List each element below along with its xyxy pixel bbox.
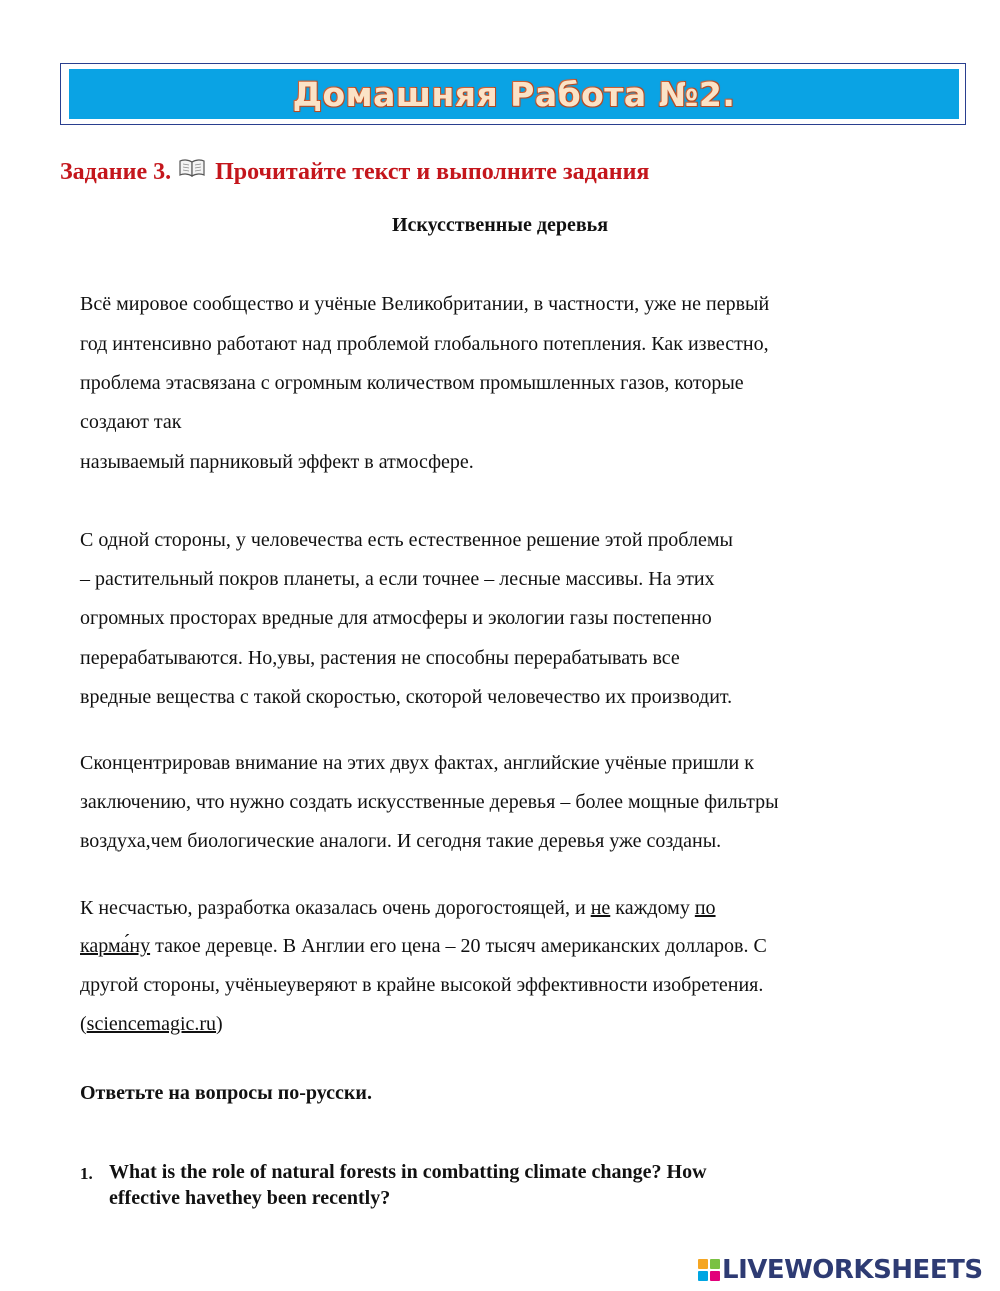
task-label: Задание 3.: [60, 159, 172, 185]
article-line: заключению, что нужно создать искусственные деревья – более мощные фильтры: [80, 791, 779, 813]
liveworksheets-watermark: [698, 1254, 983, 1286]
article-line: огромных просторах вредные для атмосферы и экологии газы постепенно: [80, 607, 712, 629]
text-segment: К несчастью, разработка оказалась очень дорогостоящей, и: [80, 897, 591, 919]
article-line: вредные вещества с такой скоростью, скоторой человечество их производит.: [80, 686, 733, 708]
question-text: effective havethey been recently?: [109, 1187, 391, 1209]
article-line: проблема этасвязана с огромным количеством промышленных газов, которые: [80, 372, 744, 394]
question-text: What is the role of natural forests in combatting climate change? How: [109, 1161, 707, 1183]
article-line: – растительный покров планеты, а если точнее – лесные массивы. На этих: [80, 568, 715, 590]
article-line: С одной стороны, у человечества есть естественное решение этой проблемы: [80, 529, 733, 551]
question-number: 1.: [80, 1164, 93, 1183]
source-link[interactable]: sciencemagic.ru: [86, 1013, 217, 1035]
text-segment: такое деревце. В Англии его цена – 20 тысяч американских долларов. С: [150, 935, 767, 957]
text-segment: (: [80, 1013, 87, 1035]
article-line: называемый парниковый эффект в атмосфере.: [80, 451, 474, 473]
underlined-word: карма́ну: [80, 935, 151, 957]
article-line: создают так: [80, 411, 182, 433]
article-line: Всё мировое сообщество и учёные Великобритании, в частности, уже не первый: [80, 293, 770, 315]
questions-instruction: Ответьте на вопросы по-русски.: [80, 1082, 372, 1104]
header-banner: [69, 69, 959, 119]
text-segment: каждому: [610, 897, 695, 919]
article-line: [80, 935, 767, 958]
article-line: [80, 1013, 223, 1036]
open-book-icon: [179, 157, 205, 184]
underlined-word: не: [590, 897, 611, 919]
article-title: Искусственные деревья: [391, 214, 609, 236]
article-line: год интенсивно работают над проблемой глобального потепления. Как известно,: [80, 333, 769, 355]
underlined-word: по: [694, 897, 716, 919]
article-line: [80, 897, 716, 920]
article-line: Сконцентрировав внимание на этих двух фактах, английские учёные пришли к: [80, 752, 754, 774]
watermark-text: LIVEWORKSHEETS: [722, 1255, 983, 1285]
task-instruction: Прочитайте текст и выполните задания: [215, 159, 650, 185]
text-segment: ): [216, 1013, 223, 1035]
task-heading: [60, 157, 649, 186]
article-line: воздуха,чем биологические аналоги. И сегодня такие деревья уже созданы.: [80, 830, 722, 852]
article-line: перерабатываются. Но,увы, растения не способны перерабатывать все: [80, 647, 680, 669]
article-line: другой стороны, учёныеуверяют в крайне высокой эффективности изобретения.: [80, 974, 764, 996]
page-title: Домашняя Работа №2.: [292, 74, 736, 114]
liveworksheets-logo-icon: [698, 1259, 720, 1281]
